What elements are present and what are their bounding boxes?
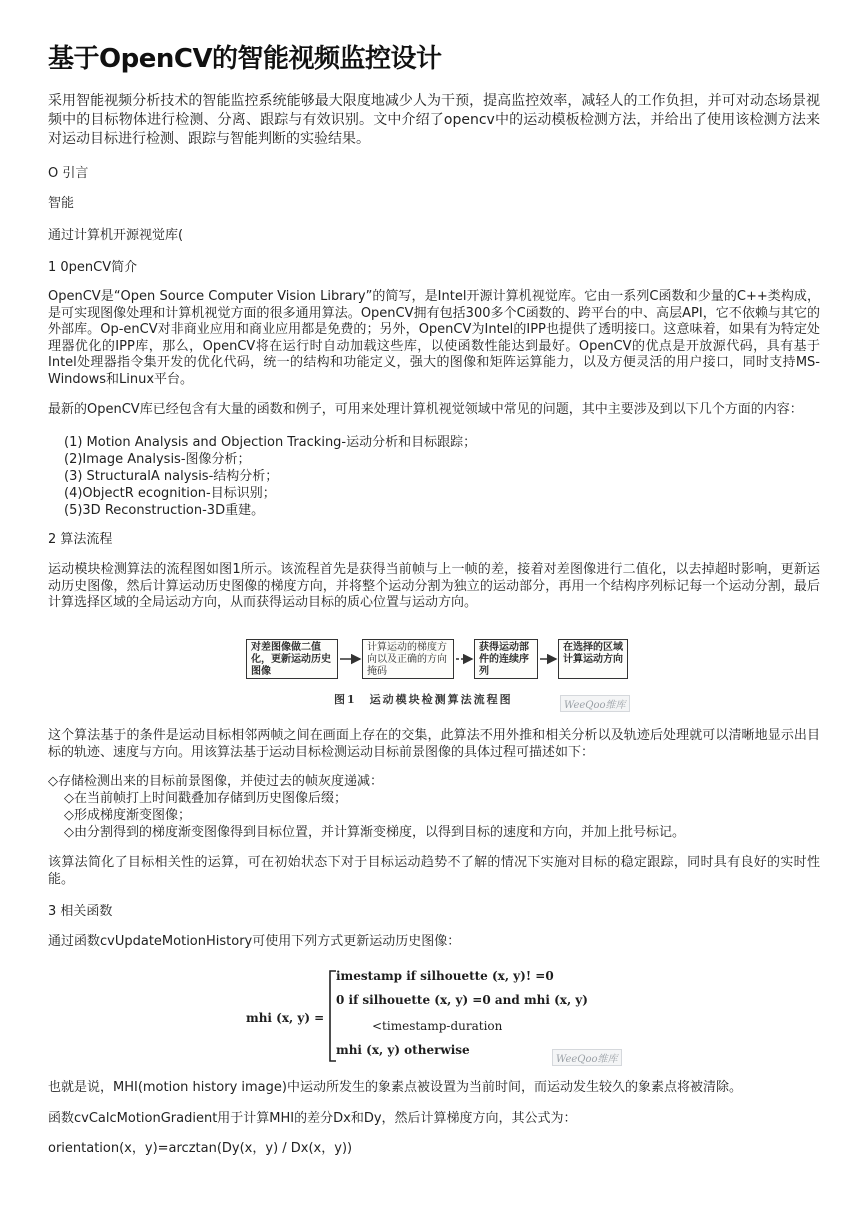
update-motion-history-paragraph: 通过函数cvUpdateMotionHistory可使用下列方式更新运动历史图像： (48, 934, 461, 949)
abstract-paragraph: 采用智能视频分析技术的智能监控系统能够最大限度地减少人为干预，提高监控效率，减轻人的工作负担，并可对动态场景视频中的目标物体进行检测、分离、跟踪与有效识别。文中介绍了opencv中的运动模板检测方法，并给出了使用该检测方法来对运动目标进行检测、跟踪与智能判断的实验结果。 (48, 93, 820, 147)
section-heading-opencv: 1 0penCV简介 (48, 260, 138, 275)
list-item: (3) StructuralA nalysis-结构分析； (64, 469, 279, 484)
formula-line-4: mhi (x, y) otherwise (336, 1043, 470, 1057)
text-line-zhineng: 智能 (48, 196, 75, 211)
formula-lhs: mhi (x, y) = (246, 1011, 325, 1025)
mhi-explanation-paragraph: 也就是说，MHI(motion history image)中运动所发生的象素点被设置为当前时间，而运动发生较久的象素点将被清除。 (48, 1080, 742, 1095)
flowchart-box-1: 对差图像做二值化，更新运动历史图像 (246, 639, 338, 679)
opencv-intro-paragraph: OpenCV是“Open Source Computer Vision Library”的简写，是Intel开源计算机视觉库。它由一系列C函数和少量的C++类构成，是可实现图像处理和计算机视觉方面的很多通用算法。OpenCV拥有包括300多个C函数的、跨平台的中、高层API，它不依赖与其它的外部库。Op-enCV对非商业应用和商业应用都是免费的；另外，OpenCV为Intel的IPP也提供了透明接口。这意味着，如果有为特定处理器优化的IPP库，那么，OpenCV将在运行时自动加载这些库，以使函数性能达到最好。OpenCV的优点是开放源代码，具有基于Intel处理器指令集开发的优化代码，统一的结构和功能定义，强大的图像和矩阵运算能力，以及方便灵活的用户接口，同时支持MS-Windows和Linux平台。 (48, 289, 820, 387)
formula-line-1: imestamp if silhouette (x, y)! =0 (336, 969, 554, 983)
page-title: 基于OpenCV的智能视频监控设计 (48, 44, 442, 74)
formula-line-3: <timestamp-duration (372, 1019, 503, 1033)
figure-caption: 图1 运动模块检测算法流程图 (334, 693, 513, 706)
algorithm-paragraph: 运动模块检测算法的流程图如图1所示。该流程首先是获得当前帧与上一帧的差，接着对差图像进行二值化，以去掉超时影响，更新运动历史图像，然后计算运动历史图像的梯度方向，并将整个运动分割为独立的运动部分，再用一个结构序列标记每一个运动分割，最后计算选择区域的全局运动方向，从而获得运动目标的质心位置与运动方向。 (48, 562, 820, 610)
bullet-item-sub: ◇由分割得到的梯度渐变图像得到目标位置，并计算渐变梯度，以得到目标的速度和方向，并加上批号标记。 (64, 825, 685, 840)
flowchart-box-2: 计算运动的梯度方向以及正确的方向掩码 (362, 639, 454, 679)
text-line-opensource: 通过计算机开源视觉库( (48, 228, 184, 243)
flowchart-box-4: 在选择的区域计算运动方向 (558, 639, 628, 679)
orientation-formula-text: orientation(x，y)=arcztan(Dy(x，y) / Dx(x，y)) (48, 1141, 353, 1156)
flowchart-box-3: 获得运动部件的连续序列 (474, 639, 538, 679)
flowchart-figure (244, 633, 632, 713)
bullet-item-sub: ◇在当前帧打上时间戳叠加存储到历史图像后缀； (64, 791, 347, 806)
algorithm-condition-paragraph: 这个算法基于的条件是运动目标相邻两帧之间在画面上存在的交集，此算法不用外推和相关分析以及轨迹后处理就可以清晰地显示出目标的轨迹、速度与方向。用该算法基于运动目标检测运动目标前景图像的具体过程可描述如下： (48, 728, 820, 760)
watermark-logo: WeeQoo维库 (552, 1049, 622, 1066)
bullet-item-main: ◇存储检测出来的目标前景图像，并使过去的帧灰度递减： (48, 774, 383, 789)
section-heading-algorithm: 2 算法流程 (48, 532, 113, 547)
mhi-formula-figure (244, 963, 628, 1067)
list-item: (2)Image Analysis-图像分析； (64, 452, 251, 467)
flowchart-arrows (244, 633, 632, 683)
calc-motion-gradient-paragraph: 函数cvCalcMotionGradient用于计算MHI的差分Dx和Dy，然后计算梯度方向，其公式为： (48, 1111, 577, 1126)
formula-line-2: 0 if silhouette (x, y) =0 and mhi (x, y) (336, 993, 588, 1007)
list-item: (5)3D Reconstruction-3D重建。 (64, 503, 265, 518)
watermark-logo: WeeQoo维库 (560, 695, 630, 712)
list-item: (4)ObjectR ecognition-目标识别； (64, 486, 276, 501)
opencv-library-paragraph: 最新的OpenCV库已经包含有大量的函数和例子，可用来处理计算机视觉领域中常见的问题，其中主要涉及到以下几个方面的内容： (48, 402, 803, 417)
algorithm-summary-paragraph: 该算法简化了目标相关性的运算，可在初始状态下对于目标运动趋势不了解的情况下实施对目标的稳定跟踪，同时具有良好的实时性能。 (48, 855, 820, 887)
list-item: (1) Motion Analysis and Objection Tracking-运动分析和目标跟踪； (64, 435, 477, 450)
section-heading-functions: 3 相关函数 (48, 904, 113, 919)
bullet-item-sub: ◇形成梯度渐变图像； (64, 808, 191, 823)
section-heading-intro: O 引言 (48, 166, 89, 181)
